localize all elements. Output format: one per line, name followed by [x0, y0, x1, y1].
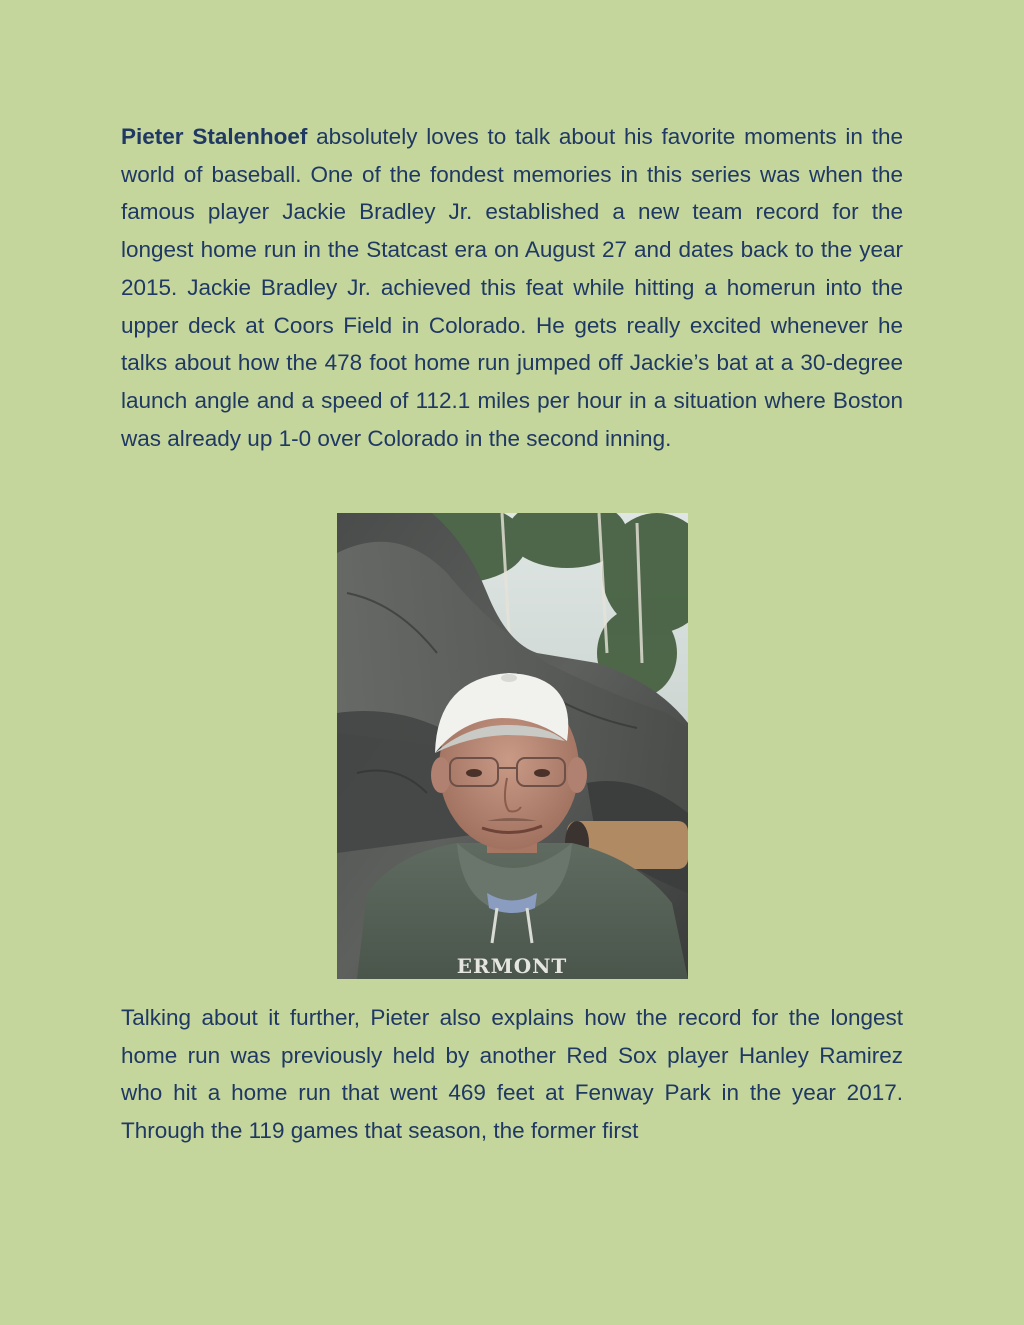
continuation-paragraph: Talking about it further, Pieter also explains how the record for the longest home run was previously held by another Red Sox player Hanley Ramirez who hit a home run that went 469 feet at Fenway Park in the year 2017. Through the 119 games that season, the former first	[121, 1005, 903, 1144]
intro-paragraph	[121, 118, 903, 457]
author-name: Pieter Stalenhoef	[121, 124, 308, 149]
portrait-photo	[337, 513, 688, 979]
intro-paragraph-text: absolutely loves to talk about his favorite moments in the world of baseball. One of the fondest memories in this series was when the famous player Jackie Bradley Jr. established a new team record for the longest home run in the Statcast era on August 27 and dates back to the year 2015. Jackie Bradley Jr. achieved this feat while hitting a homerun into the upper deck at Coors Field in Colorado. He gets really excited whenever he talks about how the 478 foot home run jumped off Jackie’s bat at a 30-degree launch angle and a speed of 112.1 miles per hour in a situation where Boston was already up 1-0 over Colorado in the second inning.	[121, 124, 903, 451]
sweatshirt-print: ERMONT	[456, 954, 568, 978]
